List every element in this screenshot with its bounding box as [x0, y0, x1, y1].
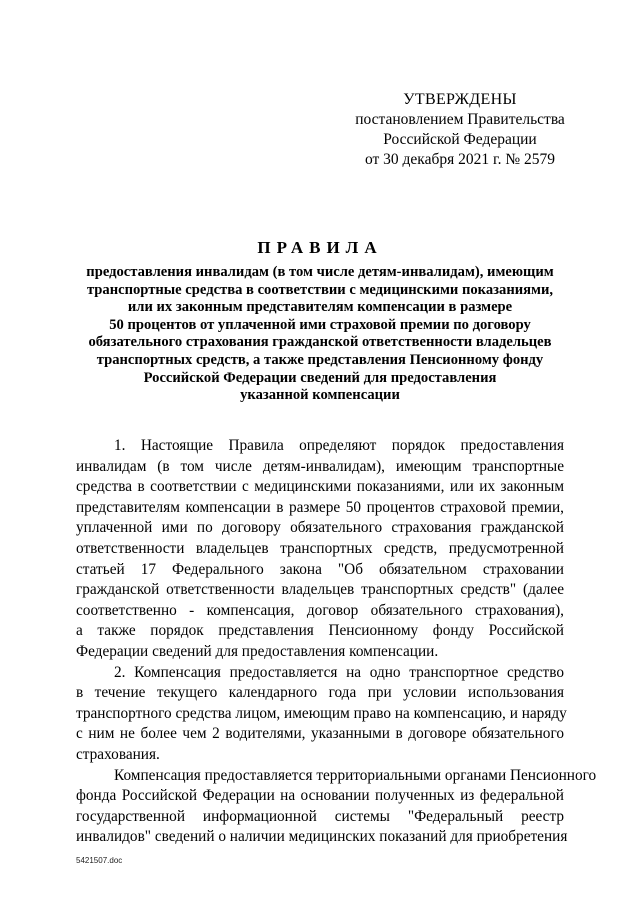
- paragraph-line: транспортного средства лицом, имеющим право на компенсацию, и наряду: [76, 704, 567, 722]
- subtitle-line: указанной компенсации: [240, 387, 400, 404]
- file-reference: 5421507.doc: [76, 856, 123, 865]
- paragraph-line: ответственности владельцев транспортных средств, предусмотренной: [76, 539, 564, 557]
- paragraph-line: страхования.: [76, 745, 160, 763]
- paragraph-line: статьей 17 Федерального закона "Об обязательном страховании: [76, 560, 564, 578]
- paragraph-1: [76, 436, 564, 663]
- paragraph-line: 2. Компенсация предоставляется на одно транспортное средство: [114, 663, 564, 681]
- paragraph-line: 1. Настоящие Правила определяют порядок предоставления: [114, 437, 564, 454]
- paragraph-2: [76, 663, 567, 766]
- paragraph-line: инвалидов" сведений о наличии медицинских показаний для приобретения: [76, 828, 568, 846]
- paragraph-line: фонда Российской Федерации на основании полученных из федеральной: [76, 787, 564, 805]
- paragraph-line: представителям компенсации в размере 50 процентов страховой премии,: [76, 498, 564, 516]
- approval-line: постановлением Правительства: [355, 111, 565, 128]
- paragraph-line: Компенсация предоставляется территориальными органами Пенсионного: [114, 766, 597, 784]
- approval-heading: УТВЕРЖДЕНЫ: [403, 91, 517, 108]
- document-body: [76, 436, 597, 848]
- paragraph-line: а также порядок представления Пенсионному фонду Российской: [76, 622, 564, 640]
- subtitle-line: 50 процентов от уплаченной ими страховой премии по договору: [109, 316, 531, 333]
- paragraph-line: инвалидам (в том числе детям-инвалидам), имеющим транспортные: [76, 457, 564, 475]
- paragraph-line: с ним не более чем 2 водителями, указанными в договоре обязательного: [76, 725, 564, 743]
- approval-line: Российской Федерации: [383, 131, 537, 148]
- subtitle-line: обязательного страхования гражданской ответственности владельцев: [88, 334, 552, 351]
- paragraph-line: Федерации сведений для предоставления компенсации.: [76, 642, 439, 660]
- paragraph-3: [76, 766, 597, 848]
- paragraph-line: уплаченной ими по договору обязательного страхования гражданской: [76, 519, 564, 537]
- subtitle-line: Российской Федерации сведений для предоставления: [143, 369, 497, 386]
- subtitle-line: предоставления инвалидам (в том числе детям-инвалидам), имеющим: [86, 264, 554, 280]
- paragraph-line: в течение текущего календарного года при условии использования: [76, 684, 564, 702]
- document-subtitle: [75, 264, 565, 405]
- approval-date-number: от 30 декабря 2021 г. № 2579: [364, 151, 556, 168]
- subtitle-line: транспортные средства в соответствии с медицинскими показаниями,: [86, 281, 554, 298]
- subtitle-line: транспортных средств, а также представления Пенсионному фонду: [96, 351, 544, 368]
- paragraph-line: государственной информационной системы "Федеральный реестр: [76, 807, 564, 825]
- approval-stamp: [330, 90, 590, 170]
- paragraph-line: соответственно - компенсация, договор обязательного страхования),: [76, 601, 564, 619]
- paragraph-line: средства в соответствии с медицинскими показаниями, или их законным: [76, 478, 564, 496]
- document-title: ПРАВИЛА: [257, 238, 383, 257]
- paragraph-line: гражданской ответственности владельцев транспортных средств" (далее: [76, 581, 564, 599]
- subtitle-line: или их законным представителям компенсации в размере: [127, 299, 513, 316]
